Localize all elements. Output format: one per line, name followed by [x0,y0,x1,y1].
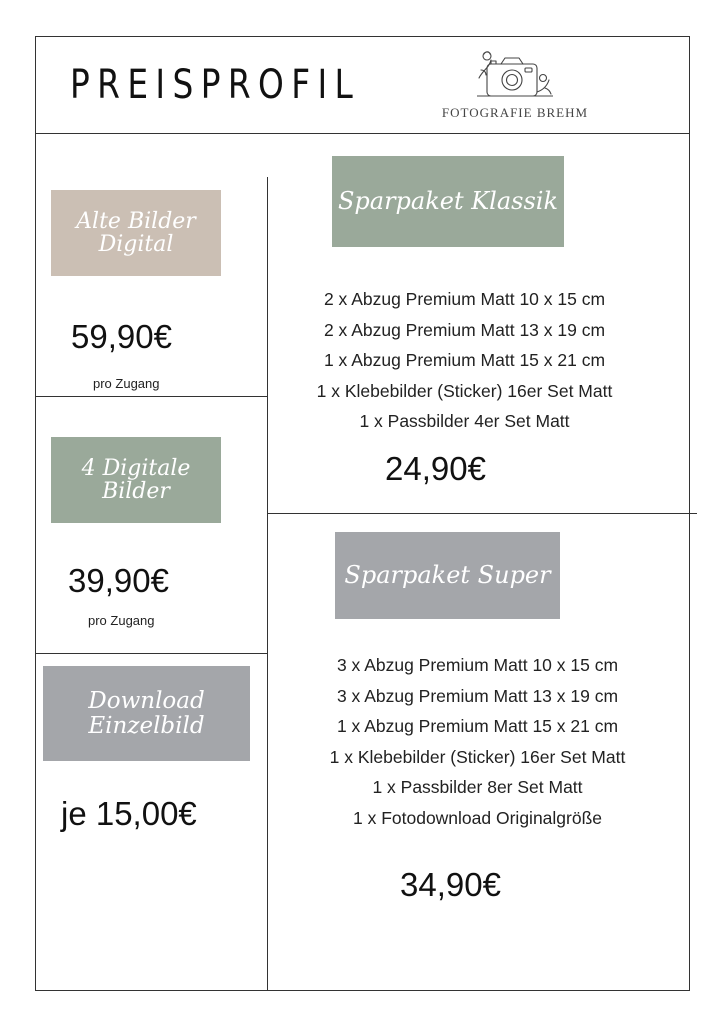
offer2-banner [51,437,221,523]
offer1-banner [51,190,221,276]
list-item: 1 x Klebebilder (Sticker) 16er Set Matt [316,380,613,401]
list-item: 1 x Passbilder 8er Set Matt [372,777,583,797]
klassik-banner [332,156,564,247]
offer3-banner [43,666,250,761]
list-item: 2 x Abzug Premium Matt 13 x 19 cm [323,319,606,340]
offer1-note: pro Zugang [93,376,160,391]
offer2-banner-line2: Bilder [102,479,170,504]
list-item: 2 x Abzug Premium Matt 10 x 15 cm [323,289,606,309]
klassik-price: 24,90€ [385,450,486,487]
offer3-banner-line1: Download [88,688,205,715]
offer3-price: je 15,00€ [61,795,197,832]
right-divider [267,513,697,514]
logo [425,48,605,122]
offer1-banner-line1: Alte Bilder [76,208,196,234]
camera-with-flowers-icon [477,48,553,100]
offer1-banner-line2: Digital [98,232,174,257]
list-item: 1 x Abzug Premium Matt 15 x 21 cm [323,350,606,370]
list-item: 1 x Passbilder 4er Set Matt [359,411,570,431]
offer2-banner-line1: 4 Digitale [81,455,191,481]
header-divider [35,133,690,134]
offer2-price: 39,90€ [68,562,169,599]
list-item: 3 x Abzug Premium Matt 13 x 19 cm [336,685,619,706]
offer2-note: pro Zugang [88,613,155,628]
left-divider-2 [35,653,267,654]
super-item-list [275,650,680,833]
super-banner [335,532,560,619]
list-item: 1 x Abzug Premium Matt 15 x 21 cm [336,716,619,736]
super-banner-text: Sparpaket Super [344,560,551,589]
klassik-banner-text: Sparpaket Klassik [337,186,559,215]
list-item: 3 x Abzug Premium Matt 10 x 15 cm [336,655,619,675]
klassik-item-list [267,284,662,437]
offer1-price: 59,90€ [71,318,172,355]
list-item: 1 x Klebebilder (Sticker) 16er Set Matt [329,746,626,767]
offer3-banner-line2: Einzelbild [88,712,205,739]
left-divider-1 [35,396,267,397]
page-title: PREISPROFIL [70,62,361,108]
super-price: 34,90€ [400,866,501,903]
logo-text: FOTOGRAFIE BREHM [441,105,589,120]
list-item: 1 x Fotodownload Originalgröße [352,807,603,828]
